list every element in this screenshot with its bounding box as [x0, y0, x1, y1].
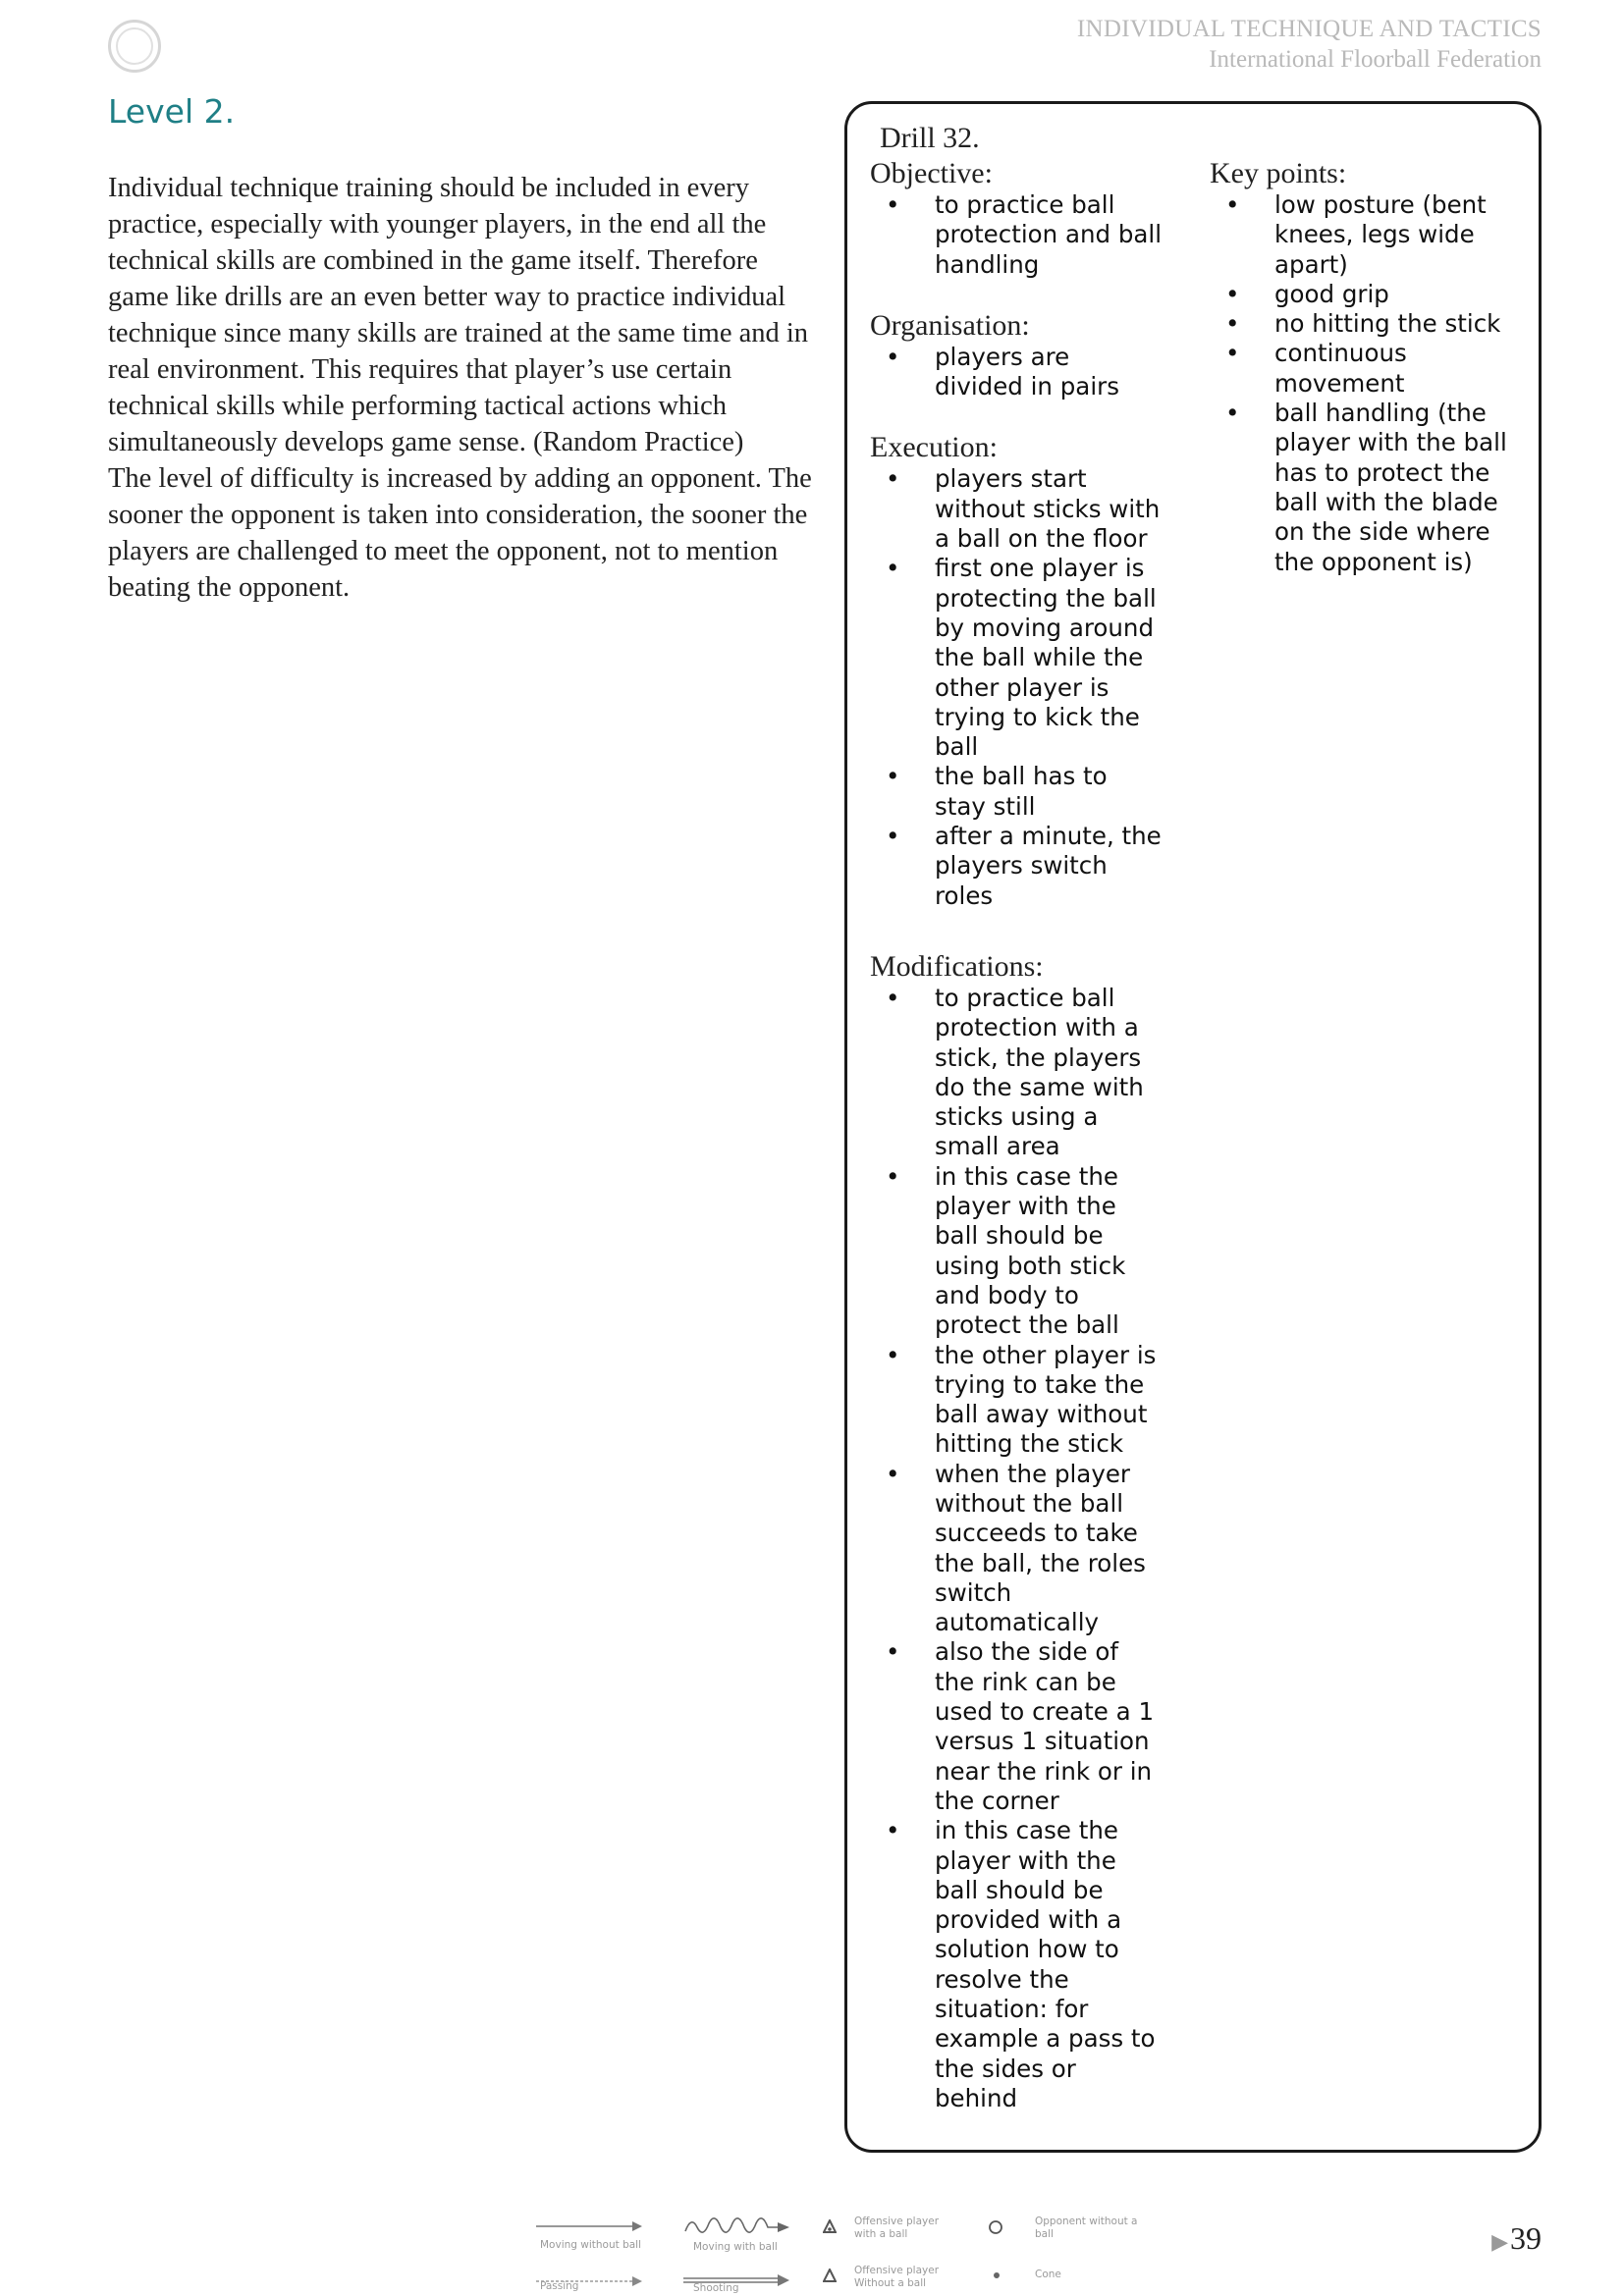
drill-left-column [870, 157, 1164, 2113]
list-item: • to practice ball protection with a stick, the players do the same with sticks using a small area [870, 984, 1164, 1162]
intro-paragraph-1: Individual technique training should be included in every practice, especially with younger players, in the end all the technical skills are combined in the game itself. Therefore game like drills are an even better way to practice individual technique since many skills are trained at the same time and in real environment. This requires that player’s use certain technical skills while performing tactical actions which simultaneously develops game sense. (Random Practice) [108, 173, 809, 457]
list-item: • continuous movement [1210, 339, 1522, 399]
key-points-list [1210, 190, 1522, 577]
list-item: • to practice ball protection and ball handling [870, 190, 1164, 280]
list-item: • in this case the player with the ball should be provided with a solution how to resolve the situation: for example a pass to the sides or behind [870, 1816, 1164, 2113]
list-item: • after a minute, the players switch roles [870, 822, 1164, 911]
list-item: • also the side of the rink can be used to create a 1 versus 1 situation near the rink or in the corner [870, 1637, 1164, 1816]
logo-ring [116, 27, 153, 65]
cone-icon [992, 2270, 1001, 2280]
triangle-filled-icon [823, 2219, 837, 2233]
iff-logo [108, 20, 161, 73]
legend-offensive-with-ball: Offensive player with a ball [854, 2216, 940, 2240]
intro-paragraph-2: The level of difficulty is increased by adding an opponent. The sooner the opponent is taken into consideration, the sooner the players are challenged to meet the opponent, not to mention beating the opponent. [108, 463, 812, 603]
list-item: • players start without sticks with a ball on the floor [870, 464, 1164, 554]
list-item: • when the player without the ball succeeds to take the ball, the roles switch automatically [870, 1460, 1164, 1638]
legend-passing: Passing [540, 2280, 579, 2292]
diagram-legend [530, 2214, 1276, 2292]
legend-offensive-without-ball: Offensive player Without a ball [854, 2265, 940, 2289]
drill-title: Drill 32. [880, 122, 980, 154]
objective-list [870, 190, 1164, 280]
list-item: • good grip [1210, 280, 1522, 309]
key-points-heading: Key points: [1210, 157, 1347, 189]
list-item: • ball handling (the player with the ball has to protect the ball with the blade on the side where the opponent is) [1210, 399, 1522, 577]
list-item: • the ball has to stay still [870, 762, 1164, 822]
objective-heading: Objective: [870, 157, 993, 189]
wavy-arrow-icon [683, 2214, 793, 2237]
circle-outline-icon [988, 2219, 1003, 2235]
drill-right-column [1210, 157, 1522, 577]
organisation-list [870, 343, 1164, 402]
list-item: • no hitting the stick [1210, 309, 1522, 339]
list-item: • the other player is trying to take the ball away without hitting the stick [870, 1341, 1164, 1460]
legend-moving-without-ball: Moving without ball [540, 2239, 642, 2251]
modifications-heading: Modifications: [870, 949, 1044, 983]
intro-text [108, 170, 815, 606]
execution-list [870, 464, 1164, 910]
arrow-solid-icon [536, 2219, 644, 2233]
list-item: • players are divided in pairs [870, 343, 1164, 402]
legend-opponent-without-ball: Opponent without a ball [1035, 2216, 1138, 2240]
page-number-value: 39 [1510, 2220, 1542, 2256]
triangle-outline-icon [823, 2269, 837, 2282]
list-item: • low posture (bent knees, legs wide apart) [1210, 190, 1522, 280]
legend-shooting: Shooting [693, 2282, 739, 2294]
page-number [1491, 2220, 1542, 2257]
triangle-marker-icon: ▶ [1491, 2229, 1508, 2254]
header-subtitle: International Floorball Federation [1209, 46, 1542, 73]
header-title: INDIVIDUAL TECHNIQUE AND TACTICS [1076, 16, 1542, 42]
list-item: • first one player is protecting the ball by moving around the ball while the other player is trying to kick the ball [870, 554, 1164, 762]
list-item: • in this case the player with the ball should be using both stick and body to protect the ball [870, 1162, 1164, 1341]
legend-cone: Cone [1035, 2269, 1061, 2280]
page-header [1077, 14, 1542, 75]
modifications-list [870, 984, 1164, 2113]
level-heading: Level 2. [108, 92, 236, 131]
execution-heading: Execution: [870, 431, 998, 464]
legend-moving-with-ball: Moving with ball [693, 2241, 778, 2253]
organisation-heading: Organisation: [870, 308, 1030, 342]
